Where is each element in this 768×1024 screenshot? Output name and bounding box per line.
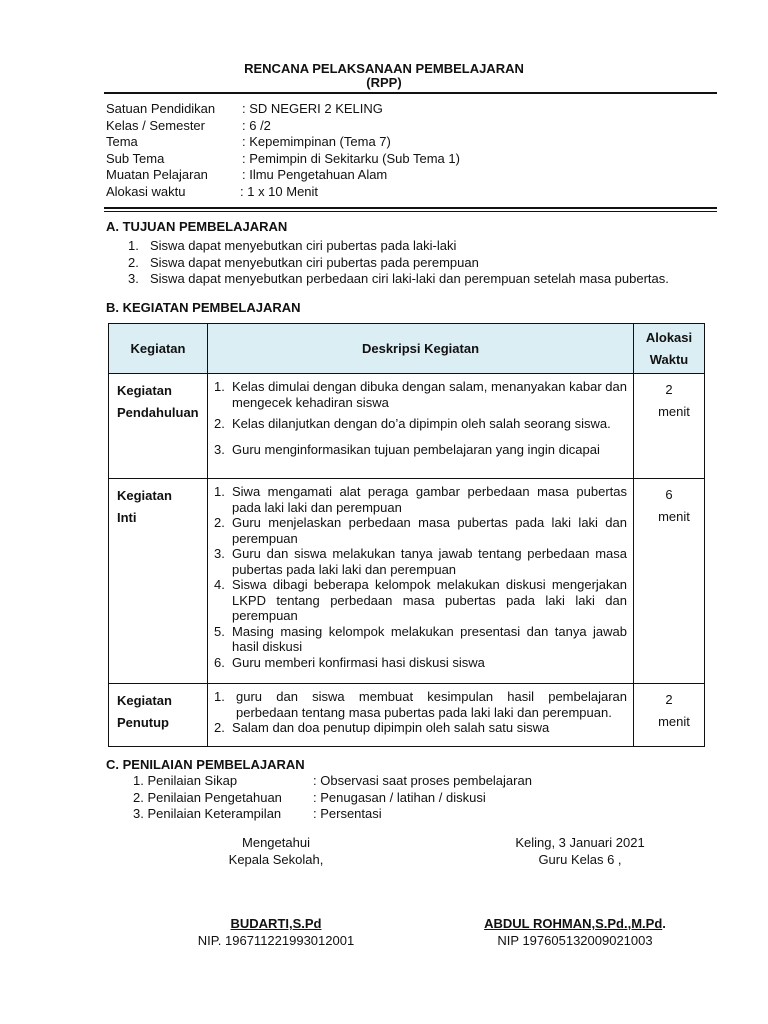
table-row <box>109 479 705 684</box>
activity-name: Kegiatan Penutup <box>109 684 208 747</box>
info-row: Alokasi waktu : 1 x 10 Menit <box>106 183 319 199</box>
activity-duration: 2 menit <box>634 684 705 747</box>
list-item: 1. Siswa dapat menyebutkan ciri pubertas pada laki-laki <box>128 238 457 253</box>
header-deskripsi: Deskripsi Kegiatan <box>208 324 634 374</box>
document-subtitle: (RPP) <box>366 75 402 90</box>
signature-left: Mengetahui Kepala Sekolah, <box>228 835 324 867</box>
info-row: Satuan Pendidikan : SD NEGERI 2 KELING <box>106 101 383 116</box>
list-item: 3. Siswa dapat menyebutkan perbedaan ciri laki-laki dan perempuan setelah masa pubertas. <box>128 271 669 286</box>
activity-duration: 2 menit <box>634 374 705 479</box>
list-item: 1. Kelas dimulai dengan dibuka dengan salam, menanyakan kabar dan mengecek kehadiran siswa <box>214 379 627 410</box>
info-divider-thin <box>104 211 717 212</box>
list-item: 5. Masing masing kelompok melakukan presentasi dan tanya jawab hasil diskusi <box>214 623 627 654</box>
activity-description <box>208 479 634 684</box>
table-header-row <box>109 324 705 374</box>
section-b-heading: B. KEGIATAN PEMBELAJARAN <box>106 300 301 315</box>
list-item: 2. Guru menjelaskan perbedaan masa pubertas pada laki laki dan perempuan <box>214 515 627 546</box>
list-item: 3. Guru dan siswa melakukan tanya jawab tentang perbedaan masa pubertas pada laki laki dan perempuan <box>214 546 627 577</box>
section-a-heading: A. TUJUAN PEMBELAJARAN <box>106 219 288 234</box>
table-row <box>109 374 705 479</box>
list-item: 1. Siwa mengamati alat peraga gambar perbedaan masa pubertas pada laki laki dan perempuan <box>214 484 627 515</box>
info-row: Muatan Pelajaran : Ilmu Pengetahuan Alam <box>106 167 388 182</box>
list-item: 3. Guru menginformasikan tujuan pembelajaran yang ingin dicapai <box>214 441 600 457</box>
signature-left-name: BUDARTI,S.Pd NIP. 196711221993012001 <box>197 916 355 948</box>
list-item: 2. Penilaian Pengetahuan : Penugasan / latihan / diskusi <box>133 789 486 805</box>
header-alokasi: Alokasi Waktu <box>634 324 705 374</box>
signature-right-name: ABDUL ROHMAN,S.Pd.,M.Pd. NIP 197605132009021003 <box>484 916 666 948</box>
title-divider <box>104 92 717 94</box>
list-item: 6. Guru memberi konfirmasi hasi diskusi siswa <box>214 654 485 670</box>
list-item: 3. Penilaian Keterampilan : Persentasi <box>133 806 382 821</box>
list-item: 1. guru dan siswa membuat kesimpulan hasil pembelajaran perbedaan tentang masa pubertas pada laki laki dan perempuan. <box>214 689 627 720</box>
info-divider <box>104 207 717 209</box>
info-row: Tema : Kepemimpinan (Tema 7) <box>106 134 391 149</box>
identity-block <box>106 101 460 200</box>
activity-description <box>208 374 634 479</box>
list-item: 2. Salam dan doa penutup dipimpin oleh salah satu siswa <box>214 720 550 735</box>
signature-right: Keling, 3 Januari 2021 Guru Kelas 6 , <box>515 835 645 867</box>
info-row: Sub Tema : Pemimpin di Sekitarku (Sub Tema 1) <box>106 150 460 166</box>
table-row <box>109 684 705 747</box>
assessment-list <box>133 773 532 823</box>
header-kegiatan: Kegiatan <box>109 324 208 374</box>
list-item: 2. Siswa dapat menyebutkan ciri pubertas pada perempuan <box>128 254 479 270</box>
section-c-heading: C. PENILAIAN PEMBELAJARAN <box>106 757 305 772</box>
activities-table <box>108 323 705 747</box>
list-item: 2. Kelas dilanjutkan dengan do’a dipimpin oleh salah seorang siswa. <box>214 416 611 431</box>
info-row: Kelas / Semester : 6 /2 <box>106 117 271 133</box>
activity-description <box>208 684 634 747</box>
activity-name: Kegiatan Inti <box>109 479 208 684</box>
list-item: 1. Penilaian Sikap : Observasi saat proses pembelajaran <box>133 773 532 788</box>
objectives-list <box>128 238 669 288</box>
activity-duration: 6 menit <box>634 479 705 684</box>
activity-name: Kegiatan Pendahuluan <box>109 374 208 479</box>
list-item: 4. Siswa dibagi beberapa kelompok melakukan diskusi mengerjakan LKPD tentang perbedaan masa pubertas pada laki laki dan perempuan <box>214 577 627 623</box>
document-title: RENCANA PELAKSANAAN PEMBELAJARAN <box>244 61 524 76</box>
